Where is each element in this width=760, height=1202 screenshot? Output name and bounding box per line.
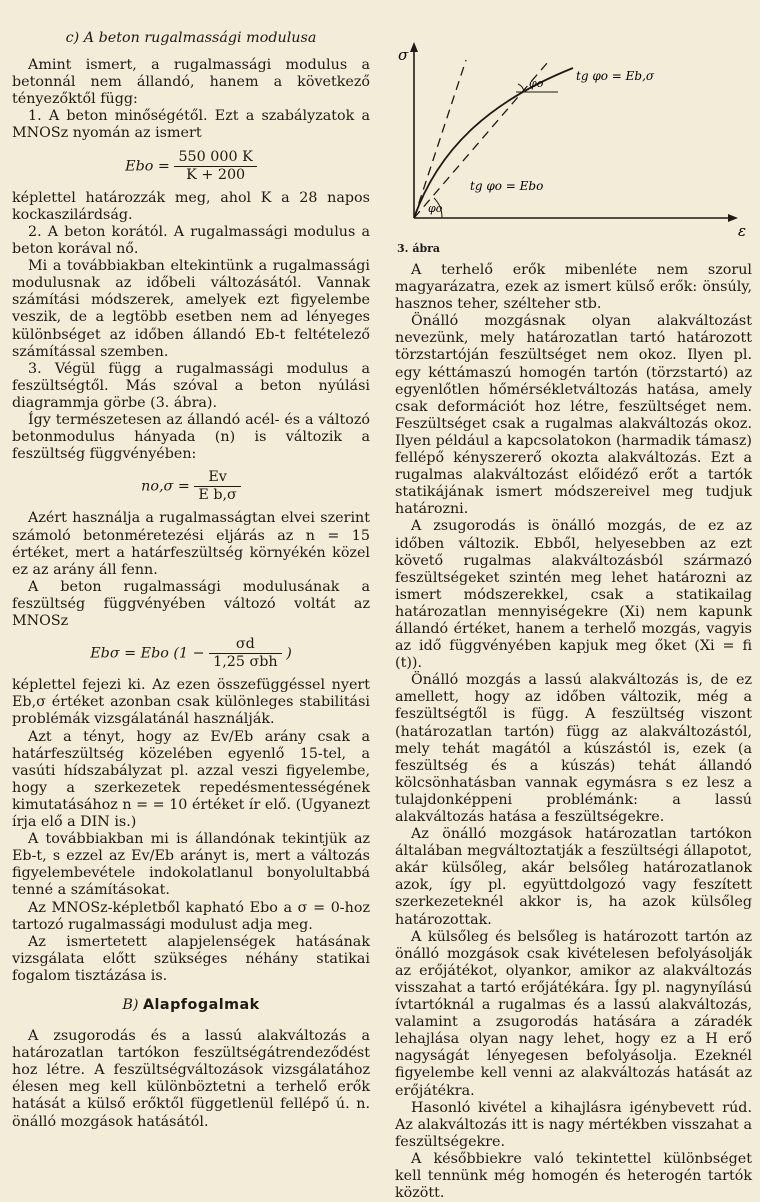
paragraph: 2. A beton korától. A rugalmassági modulus a beton korával nő. xyxy=(12,223,370,258)
initial-tangent-line xyxy=(414,60,466,218)
paragraph: Az ismertetett alapjelenségek hatásának vizsgálata előtt szükséges néhány statikai fogalom tisztázása is. xyxy=(12,933,370,984)
phi-label-bottom: φo xyxy=(428,202,443,215)
paragraph: A zsugorodás is önálló mozgás, de ez az időben változik. Ebből, helyesebben az ezt követő rugalmas alakváltozásból származó feszültségeket szintén meg lehet határozni az ismert módszerekkel, csak a statikailag határozatlan mennyiségekre (Xi) nem kapunk állandó értéket, hanem a terhelő mozgás, vagyis az idő függvényében kapjuk meg őket (Xi = fi (t)). xyxy=(395,518,752,672)
x-axis-arrow-icon xyxy=(728,214,738,222)
paragraph: Amint ismert, a rugalmassági modulus a betonnál nem állandó, hanem a következő tényezőktől függ: xyxy=(12,57,370,108)
paragraph: Önálló mozgásnak olyan alakváltozást nevezünk, mely határozatlan tartó határozott törzstartóján feszültséget nem okoz. Ilyen pl. egy kéttámaszú homogén tartón (törzstartó) az egyenlőtlen hőmérsékletváltozás hatása, amely csak deformációt hoz létre, feszültséget nem. Feszültséget csak a rugalmas alakváltozás okoz. Ilyen például a kapcsolatokon (harmadik támasz) fellépő kényszererő okozta alakváltozás. Ezt a rugalmas alakváltozást előidéző erőt a tartók statikájának ismert módszereivel meg tudjuk határozni. xyxy=(395,313,752,518)
stress-strain-figure xyxy=(398,40,748,250)
formula-modulus: Ebσ = Ebo (1 − $\frac{\sigma d}{\text{1,25 σbh}}$ ) xyxy=(90,636,292,671)
paragraph: A későbbiekre való tekintettel különbséget kell tennünk még homogén és heterogén tartók között. xyxy=(395,1150,752,1202)
secant-line xyxy=(414,62,548,218)
paragraph: A beton rugalmassági modulusának a feszültség függvényében változó voltát az MNOSz xyxy=(12,578,370,629)
initial-modulus-label: tg φo = Ebo xyxy=(470,179,544,193)
secant-modulus-label: tg φo = Eb,σ xyxy=(576,69,655,83)
paragraph: A terhelő erők mibenléte nem szorul magyarázatra, ezek az ismert külső erők: önsúly, hasznos teher, szélteher stb. xyxy=(395,262,752,313)
paragraph: képlettel határozzák meg, ahol K a 28 napos kockaszilárdság. xyxy=(12,189,370,223)
paragraph: 1. A beton minőségétől. Ezt a szabályzatok a MNOSz nyomán az ismert xyxy=(12,108,370,142)
phi-label-top: φo xyxy=(529,77,544,90)
stress-strain-curve xyxy=(414,68,573,218)
paragraph: Önálló mozgás a lassú alakváltozás is, de ez amellett, hogy az időben változik, még a feszültségtől is függ. A feszültség viszont (határozatlan tartón) függ az alakváltozástól, mely tehát magától a kúszástól is, ezek (a feszültség és a kúszás) tehát állandó kölcsönhatásban vannak egymásra s ez lesz a tulajdonképpeni problémánk: a lassú alakváltozás hatása a feszültségekre. xyxy=(395,672,752,825)
section-heading: c) A beton rugalmassági modulusa xyxy=(65,30,317,46)
paragraph: Az MNOSz-képletből kapható Ebo a σ = 0-hoz tartozó rugalmassági modulust adja meg. xyxy=(12,899,370,933)
x-axis-label: ε xyxy=(738,222,747,240)
paragraph: 3. Végül függ a rugalmassági modulus a feszültségtől. Más szóval a beton nyúlási diagrammja görbe (3. ábra). xyxy=(12,360,370,411)
left-column xyxy=(12,30,370,1131)
paragraph: Azért használja a rugalmasságtan elvei szerint számoló betonméretezési eljárás az n = 15 értéket, mert a határfeszültség környékén közel ez az arány áll fenn. xyxy=(12,510,370,578)
paragraph: A külsőleg és belsőleg is határozott tartón az önálló mozgások csak kivételesen befolyásolják az erőjátékot, olyankor, amikor az alakváltozás visszahat a tartó erőjátékára. Így pl. nagynyílású ívtartóknál a rugalmas és a lassú alakváltozás, valamint a zsugorodás hatására a záradék lehajlása olyan nagy lehet, hogy ez a H erő nagyságát lényegesen befolyásolja. Ezeknél figyelembe kell venni az alakváltozás hatását az erőjátékra. xyxy=(395,928,752,1099)
y-axis-label: σ xyxy=(398,46,409,64)
paragraph: A zsugorodás és a lassú alakváltozás a határozatlan tartókon feszültségátrendeződést hoz létre. A feszültségváltozások vizsgálatához élesen meg kell különböztetni a terhelő erők hatását a külső erőktől függetlenül fellépő ú. n. önálló mozgások hatásától. xyxy=(12,1028,370,1130)
paragraph: Hasonló kivétel a kihajlásra igénybevett rúd. Az alakváltozás itt is nagy mértékben visszahat a feszültségekre. xyxy=(395,1099,752,1150)
paragraph: Az önálló mozgások határozatlan tartókon általában megváltoztatják a feszültségi állapotot, akár külsőleg, akár belsőleg határozatlanok azok, így pl. együttdolgozó vagy feszített szerkezeteknél akkor is, ha azok külsőleg határozottak. xyxy=(395,826,752,928)
paragraph: Azt a tényt, hogy az Ev/Eb arány csak a határfeszültség közelében egyenlő 15-tel, a vasúti hídszabályzat pl. azzal veszi figyelembe, hogy a szerkezetek repedésmentességének kimutatásához n = = 10 értéket ír elő. (Ugyanezt írja elő a DIN is.) xyxy=(12,728,370,831)
paragraph: A továbbiakban mi is állandónak tekintjük az Eb-t, s ezzel az Ev/Eb arányt is, mert a változás figyelembevétele indokolatlanul bonyolultabbá tenné a számításokat. xyxy=(12,831,370,899)
right-column xyxy=(395,262,752,1202)
paragraph: képlettel fejezi ki. Az ezen összefüggéssel nyert Eb,σ értéket azonban csak különleges stabilitási problémák vizsgálatánál használják. xyxy=(12,677,370,728)
paragraph: Mi a továbbiakban eltekintünk a rugalmassági modulusnak az időbeli változásától. Vannak számítási módszerek, amelyek ezt figyelembe veszik, de a legtöbb esetben nem ad lényeges különbséget az időben állandó Eb-t feltételező számítással szemben. xyxy=(12,258,370,360)
y-axis-arrow-icon xyxy=(410,42,418,52)
figure-caption: 3. ábra xyxy=(397,242,441,255)
paragraph: Így természetesen az állandó acél- és a változó betonmodulus hányada (n) is változik a feszültség függvényében: xyxy=(12,411,370,463)
formula-ebo: Ebo = $\frac{550 000 K}{K + 200}$ xyxy=(12,149,370,184)
formula-ratio: no,σ = $\frac{Ev}{\text{E b,σ}}$ xyxy=(12,469,370,504)
section-heading-2: B) Alapfogalmak xyxy=(122,996,260,1013)
